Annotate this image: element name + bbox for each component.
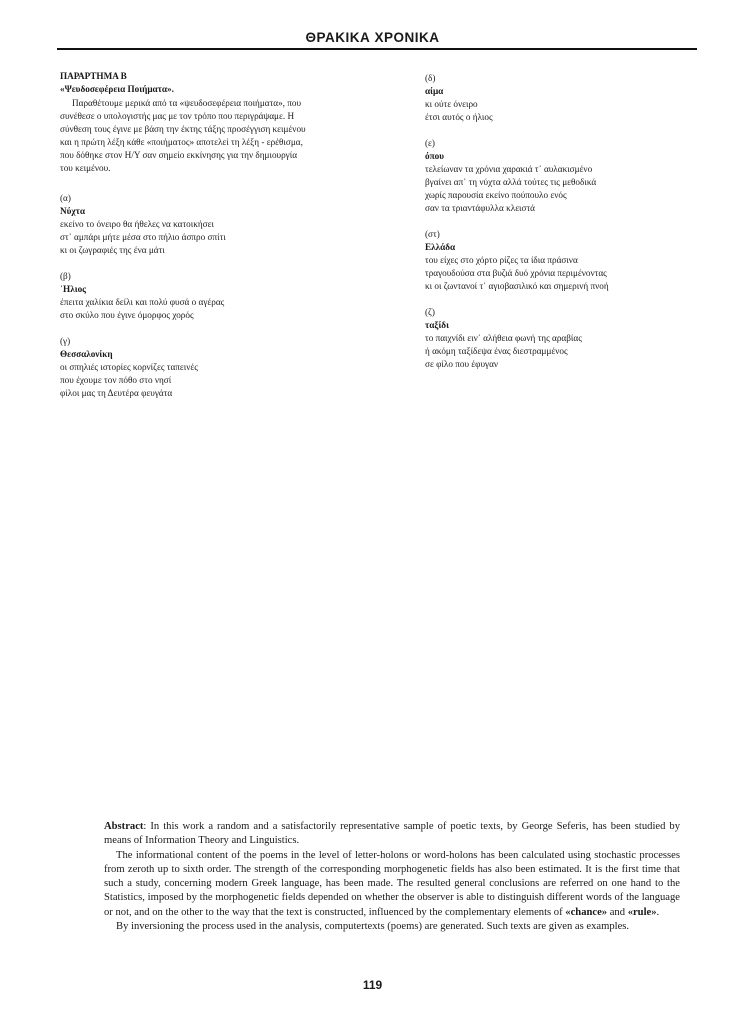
poem-line: εκείνο το όνειρο θα ήθελες να κατοικήσει (60, 219, 214, 229)
poem-line: οι σπηλιές ιστορίες κορνίζες ταπεινές (60, 362, 198, 372)
poem-number: (ε) (425, 138, 435, 148)
abstract-text: The informational content of the poems in the level of letter-holons or word-holons has been calculated using stochastic processes from zeroth up to sixth order. The strength of the corresponding morphogenetic fields has also been estimated. It is the first time that such a study, concerning modern Greek language, has been made. The resulted general conclusions are referred on one hand to the Statistics, imposed by the morphogenetic fields depended on whether the observer is able to distinguish different words of the language or not, and on the other to the way that the text is constructed, influenced by the complementary elements of (104, 849, 680, 918)
poem-line: που έχουμε τον πόθο στο νησί (60, 375, 172, 385)
poem-number: (ζ) (425, 307, 435, 317)
abstract-label: Abstract (104, 821, 144, 832)
poem-title: Ελλάδα (425, 242, 456, 252)
poem-line: βγαίνει απ᾽ τη νύχτα αλλά τούτες τις μεθοδικά (425, 177, 597, 187)
abstract-paragraph: The informational content of the poems in the level of letter-holons or word-holons has been calculated using stochastic processes from zeroth up to sixth order. The strength of the corresponding morphogenetic fields has also been estimated. It is the first time that such a study, concerning modern Greek language, has been made. The resulted general conclusions are referred on one hand to the Statistics, imposed by the morphogenetic fields depended on whether the observer is able to distinguish different words of the language or not, and on the other to the way that the text is constructed, influenced by the complementary elements of «chance» and «rule». (104, 849, 680, 918)
poem-delta (425, 72, 715, 124)
poem-line: έπειτα χαλίκια δείλι και πολύ φυσά ο αγέρας (60, 297, 225, 307)
poem-stigma (425, 228, 715, 293)
intro-line: σύνθεση τους έγινε με βάση την έκτης τάξης προσέγγιση κειμένου (60, 124, 306, 134)
poem-number: (β) (60, 271, 71, 281)
poem-epsilon (425, 137, 715, 215)
poem-line: σαν τα τριαντάφυλλα κλειστά (425, 203, 535, 213)
poem-line: το παιχνίδι ειν᾽ αλήθεια φωνή της αραβίας (425, 333, 582, 343)
page-number: 119 (362, 978, 383, 992)
poem-title: όπου (425, 151, 444, 161)
poem-line: χωρίς παρουσία εκείνο πούπουλο ενός (425, 190, 567, 200)
poem-zeta (425, 306, 715, 371)
appendix-intro (60, 97, 380, 175)
poem-line: σε φίλο που έφυγαν (425, 359, 499, 369)
poem-line: κι ούτε όνειρο (425, 99, 478, 109)
abstract-and: and (609, 906, 626, 918)
intro-line: συνέθεσε ο υπολογιστής μας με τον τρόπο που περιγράψαμε. Η (60, 111, 295, 121)
poem-line: έτσι αυτός ο ήλιος (425, 112, 493, 122)
abstract-text: By inversioning the process used in the analysis, computertexts (poems) are generated. Such texts are given as examples. (116, 921, 630, 933)
poem-number: (α) (60, 193, 71, 203)
appendix-heading: ΠΑΡΑΡΤΗΜΑ Β (60, 71, 127, 81)
intro-line: του κειμένου. (60, 163, 111, 173)
intro-line: και η πρώτη λέξη κάθε «ποιήματος» αποτελεί τη λέξη - ερέθισμα, (60, 137, 303, 147)
poem-line: στ᾽ αμπάρι μήτε μέσα στο πήλιο άσπρο σπίτι (60, 232, 226, 242)
poem-gamma (60, 335, 380, 400)
abstract-rule: «rule» (627, 906, 657, 918)
intro-line: που δόθηκε στον Η/Υ σαν σημείο εκκίνησης για την δημιουργία (60, 150, 298, 160)
running-header: ΘΡΑΚΙΚΑ ΧΡΟΝΙΚΑ (305, 30, 440, 45)
poem-title: ταξίδι (425, 320, 449, 330)
header-rule (57, 48, 697, 50)
poem-title: ῾Ηλιος (60, 284, 87, 294)
poem-number: (στ) (425, 229, 440, 239)
english-abstract (104, 820, 680, 934)
poem-title: Νύχτα (60, 206, 86, 216)
poem-line: του είχες στο χόρτο ρίζες τα ίδια πράσινα (425, 255, 578, 265)
appendix-subheading: «Ψευδοσεφέρεια Ποιήματα». (60, 84, 174, 94)
poem-title: Θεσσαλονίκη (60, 349, 113, 359)
poem-alpha (60, 192, 380, 257)
abstract-text: In this work a random and a satisfactorily representative sample of poetic texts, by George Seferis, has been studied by means of Information Theory and Linguistics. (104, 821, 681, 847)
poem-title: αίμα (425, 86, 444, 96)
poem-line: φίλοι μας τη Δευτέρα φευγάτα (60, 388, 173, 398)
left-column (60, 70, 380, 400)
poem-line: κι οι ζωγραφιές της ένα μάτι (60, 245, 165, 255)
poem-line: τραγουδούσα στα βυζιά δυό χρόνια περιμένοντας (425, 268, 607, 278)
abstract-paragraph (104, 920, 680, 934)
poem-number: (δ) (425, 73, 436, 83)
intro-line: Παραθέτουμε μερικά από τα «ψευδοσεφέρεια ποιήματα», που (72, 98, 302, 108)
abstract-paragraph: Abstract: In this work a random and a satisfactorily representative sample of poetic texts, by George Seferis, has been studied by means of Information Theory and Linguistics. (104, 821, 681, 847)
poem-line: ή ακόμη ταξίδεψα ένας διεστραμμένος (425, 346, 568, 356)
poem-line: τελείωναν τα χρόνια χαρακιά τ᾽ αυλακισμένο (425, 164, 593, 174)
poem-line: κι οι ζωντανοί τ᾽ αγιοβασιλικό και σημερινή πνοή (425, 281, 609, 291)
right-column (425, 72, 715, 371)
poem-line: στο σκύλο που έγινε όμορφος χορός (60, 310, 194, 320)
abstract-chance: «chance» (565, 906, 608, 918)
poem-number: (γ) (60, 336, 71, 346)
poem-beta (60, 270, 380, 322)
